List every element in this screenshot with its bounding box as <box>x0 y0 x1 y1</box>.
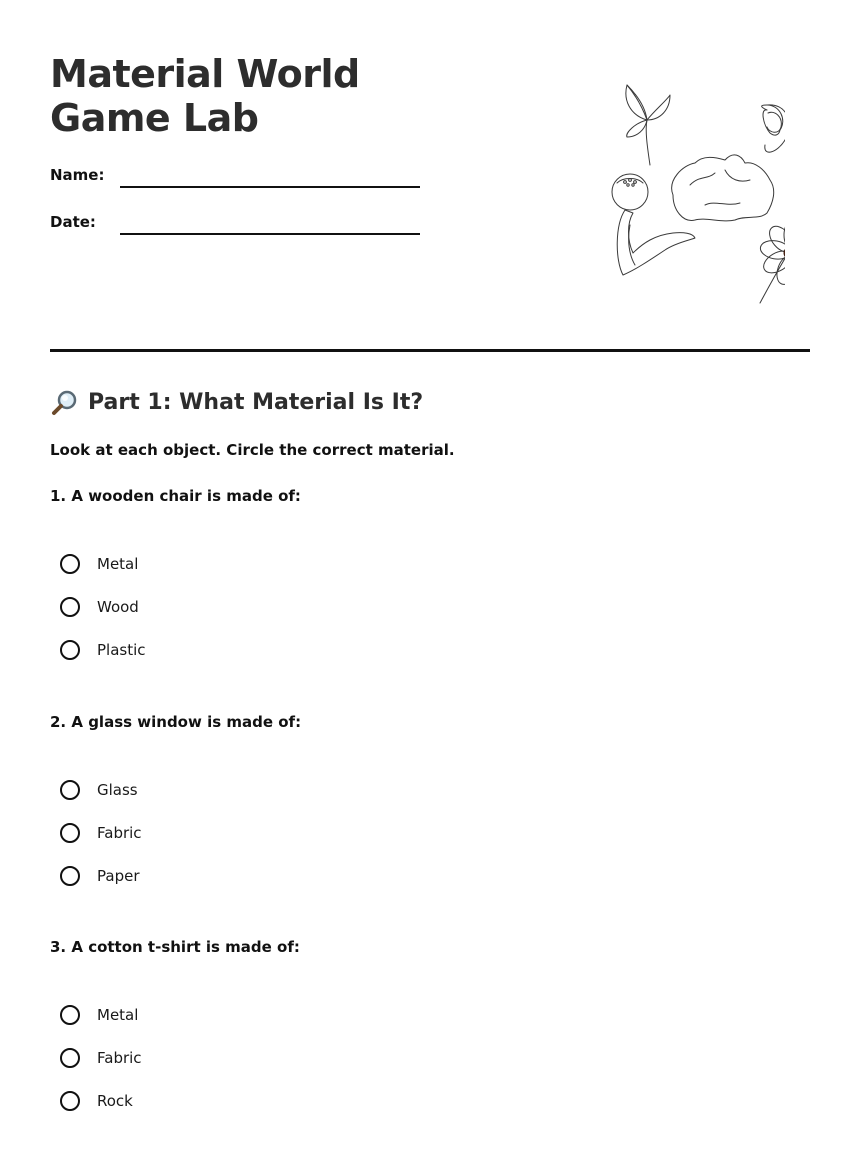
question-1 <box>50 486 810 659</box>
date-field[interactable] <box>120 233 420 235</box>
radio-button[interactable] <box>60 1048 80 1068</box>
question-text: 3. A cotton t-shirt is made of: <box>50 938 300 956</box>
option-label: Paper <box>97 866 140 885</box>
option-label: Plastic <box>97 640 146 659</box>
worksheet-header <box>50 0 810 352</box>
nature-materials-illustration <box>555 75 785 315</box>
radio-button[interactable] <box>60 597 80 617</box>
part1-instructions: Look at each object. Circle the correct material. <box>50 441 455 459</box>
part1-title-text: Part 1: What Material Is It? <box>88 390 424 415</box>
radio-button[interactable] <box>60 823 80 843</box>
option-paper[interactable] <box>60 854 142 897</box>
date-field-row <box>50 212 420 232</box>
leaf-icon <box>626 85 670 165</box>
header-divider <box>50 349 810 352</box>
option-metal[interactable] <box>60 993 142 1036</box>
option-label: Rock <box>97 1091 133 1110</box>
option-metal[interactable] <box>60 542 146 585</box>
option-glass[interactable] <box>60 768 142 811</box>
page-title: Material World Game Lab <box>50 52 360 140</box>
horn-icon <box>617 210 695 275</box>
name-field[interactable] <box>120 186 420 188</box>
option-fabric[interactable] <box>60 1036 142 1079</box>
name-label: Name: <box>50 166 105 184</box>
option-rock[interactable] <box>60 1079 142 1122</box>
radio-button[interactable] <box>60 866 80 886</box>
option-fabric[interactable] <box>60 811 142 854</box>
magnifying-glass-icon <box>50 388 80 418</box>
date-label: Date: <box>50 213 96 231</box>
option-label: Metal <box>97 554 139 573</box>
question-text: 1. A wooden chair is made of: <box>50 487 301 505</box>
option-label: Metal <box>97 1005 139 1024</box>
flower-icon <box>759 220 785 303</box>
rock-icon <box>672 155 774 221</box>
question-3 <box>50 937 810 1110</box>
question-options <box>60 768 142 897</box>
radio-button[interactable] <box>60 640 80 660</box>
shell-icon <box>762 105 785 152</box>
radio-button[interactable] <box>60 1005 80 1025</box>
option-label: Wood <box>97 597 139 616</box>
radio-button[interactable] <box>60 780 80 800</box>
question-2 <box>50 712 810 885</box>
question-options <box>60 993 142 1122</box>
question-text: 2. A glass window is made of: <box>50 713 302 731</box>
question-options <box>60 542 146 671</box>
fruit-icon <box>612 174 648 210</box>
option-plastic[interactable] <box>60 628 146 671</box>
name-field-row <box>50 165 420 185</box>
option-wood[interactable] <box>60 585 146 628</box>
radio-button[interactable] <box>60 554 80 574</box>
part1-title <box>50 388 423 418</box>
radio-button[interactable] <box>60 1091 80 1111</box>
worksheet-page <box>50 0 810 1110</box>
option-label: Glass <box>97 780 138 799</box>
option-label: Fabric <box>97 823 142 842</box>
option-label: Fabric <box>97 1048 142 1067</box>
